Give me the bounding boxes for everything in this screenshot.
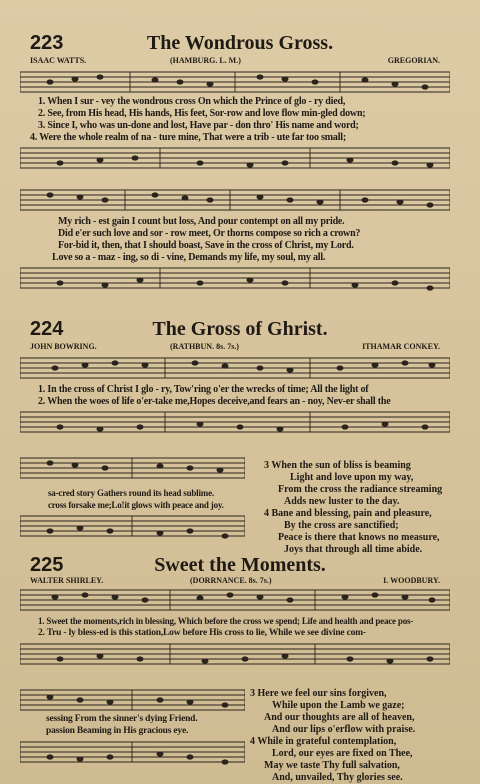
verse-line: 4 Bane and blessing, pain and pleasure, xyxy=(264,508,432,519)
hymn-title: The Gross of Ghrist. xyxy=(152,318,328,340)
verse-line: May we taste Thy full salvation, xyxy=(264,760,400,771)
music-staff xyxy=(20,738,245,766)
hymn-title: Sweet the Moments. xyxy=(154,554,326,576)
verse-4 xyxy=(250,736,413,784)
lyric-line: Love so a - maz - ing, so di - vine, Demands my life, my soul, my all. xyxy=(52,252,326,263)
lyric-line: 2. Tru - ly bless-ed is this station,Low before His cross to lie, While we see divine com- xyxy=(38,628,366,638)
verse-line: Lord, our eyes are fixed on Thee, xyxy=(272,748,413,759)
lyric-line: 2. When the woes of life o'er-take me,Hopes deceive,and fears an - noy, Nev-er shall the xyxy=(38,396,391,407)
lyric-line: For-bid it, then, that I should boast, Save in the cross of Christ, my Lord. xyxy=(58,240,354,251)
lyric-line: passion Beaming in His gracious eye. xyxy=(46,726,189,736)
verse-3 xyxy=(250,688,415,736)
music-staff xyxy=(20,512,245,540)
verse-line: Adds new luster to the day. xyxy=(284,496,400,507)
tune-name: (HAMBURG. L. M.) xyxy=(170,56,241,65)
lyric-line: sa-cred story Gathers round its head sublime. xyxy=(48,488,214,498)
tune-name: (RATHBUN. 8s. 7s.) xyxy=(170,342,239,351)
lyric-line: My rich - est gain I count but loss, And pour contempt on all my pride. xyxy=(58,216,345,227)
lyric-line: 1. When I sur - vey the wondrous cross On which the Prince of glo - ry died, xyxy=(38,96,346,107)
lyric-line: cross forsake me;Lo!it glows with peace and joy. xyxy=(48,500,224,510)
lyric-line: 3. Since I, who was un-done and lost, Have par - don thro' His name and word; xyxy=(38,120,359,131)
verse-line: 3 When the sun of bliss is beaming xyxy=(264,460,411,471)
composer: ITHAMAR CONKEY. xyxy=(362,342,440,351)
music-staff xyxy=(20,640,450,668)
verse-line: And, unvailed, Thy glories see. xyxy=(272,772,403,783)
composer: I. WOODBURY. xyxy=(383,576,440,585)
lyric-line: 1. Sweet the moments,rich in blessing, Which before the cross we spend; Life and health and peace pos- xyxy=(38,616,414,626)
author: WALTER SHIRLEY. xyxy=(30,576,104,585)
tune-name: (DORRNANCE. 8s. 7s.) xyxy=(190,576,272,585)
verse-line: 4 While in grateful contemplation, xyxy=(250,736,397,747)
lyric-line: 1. In the cross of Christ I glo - ry, Tow'ring o'er the wrecks of time; All the light of xyxy=(38,384,369,395)
verse-line: Peace is there that knows no measure, xyxy=(278,532,440,543)
music-staff xyxy=(20,586,450,614)
lyric-line: 4. Were the whole realm of na - ture mine, That were a trib - ute far too small; xyxy=(30,132,346,143)
music-staff xyxy=(20,264,450,292)
lyric-line: Did e'er such love and sor - row meet, Or thorns compose so rich a crown? xyxy=(58,228,361,239)
hymn-number: 225 xyxy=(30,554,64,576)
verse-line: While upon the Lamb we gaze; xyxy=(272,700,405,711)
hymn-number: 224 xyxy=(30,318,64,340)
music-staff xyxy=(20,354,450,382)
lyric-line: sessing From the sinner's dying Friend. xyxy=(46,714,198,724)
verse-line: From the cross the radiance streaming xyxy=(278,484,443,495)
author: JOHN BOWRING. xyxy=(30,342,97,351)
music-staff xyxy=(20,68,450,96)
music-staff xyxy=(20,686,245,714)
music-staff xyxy=(20,186,450,214)
verse-3 xyxy=(264,460,442,508)
verse-line: 3 Here we feel our sins forgiven, xyxy=(250,688,387,699)
hymn-title: The Wondrous Gross. xyxy=(146,32,334,54)
verse-4 xyxy=(264,508,440,556)
music-staff xyxy=(20,454,245,482)
author: ISAAC WATTS. xyxy=(30,56,87,65)
verse-line: By the cross are sanctified; xyxy=(284,520,399,531)
verse-line: Joys that through all time abide. xyxy=(284,544,423,555)
verse-line: And our lips o'erflow with praise. xyxy=(272,724,416,735)
verse-line: Light and love upon my way, xyxy=(290,472,414,483)
music-staff xyxy=(20,144,450,172)
verse-line: And our thoughts are all of heaven, xyxy=(264,712,415,723)
lyric-line: 2. See, from His head, His hands, His feet, Sor-row and love flow min-gled down; xyxy=(38,108,366,119)
music-staff xyxy=(20,408,450,436)
composer: GREGORIAN. xyxy=(387,56,440,65)
hymn-number: 223 xyxy=(30,32,64,54)
